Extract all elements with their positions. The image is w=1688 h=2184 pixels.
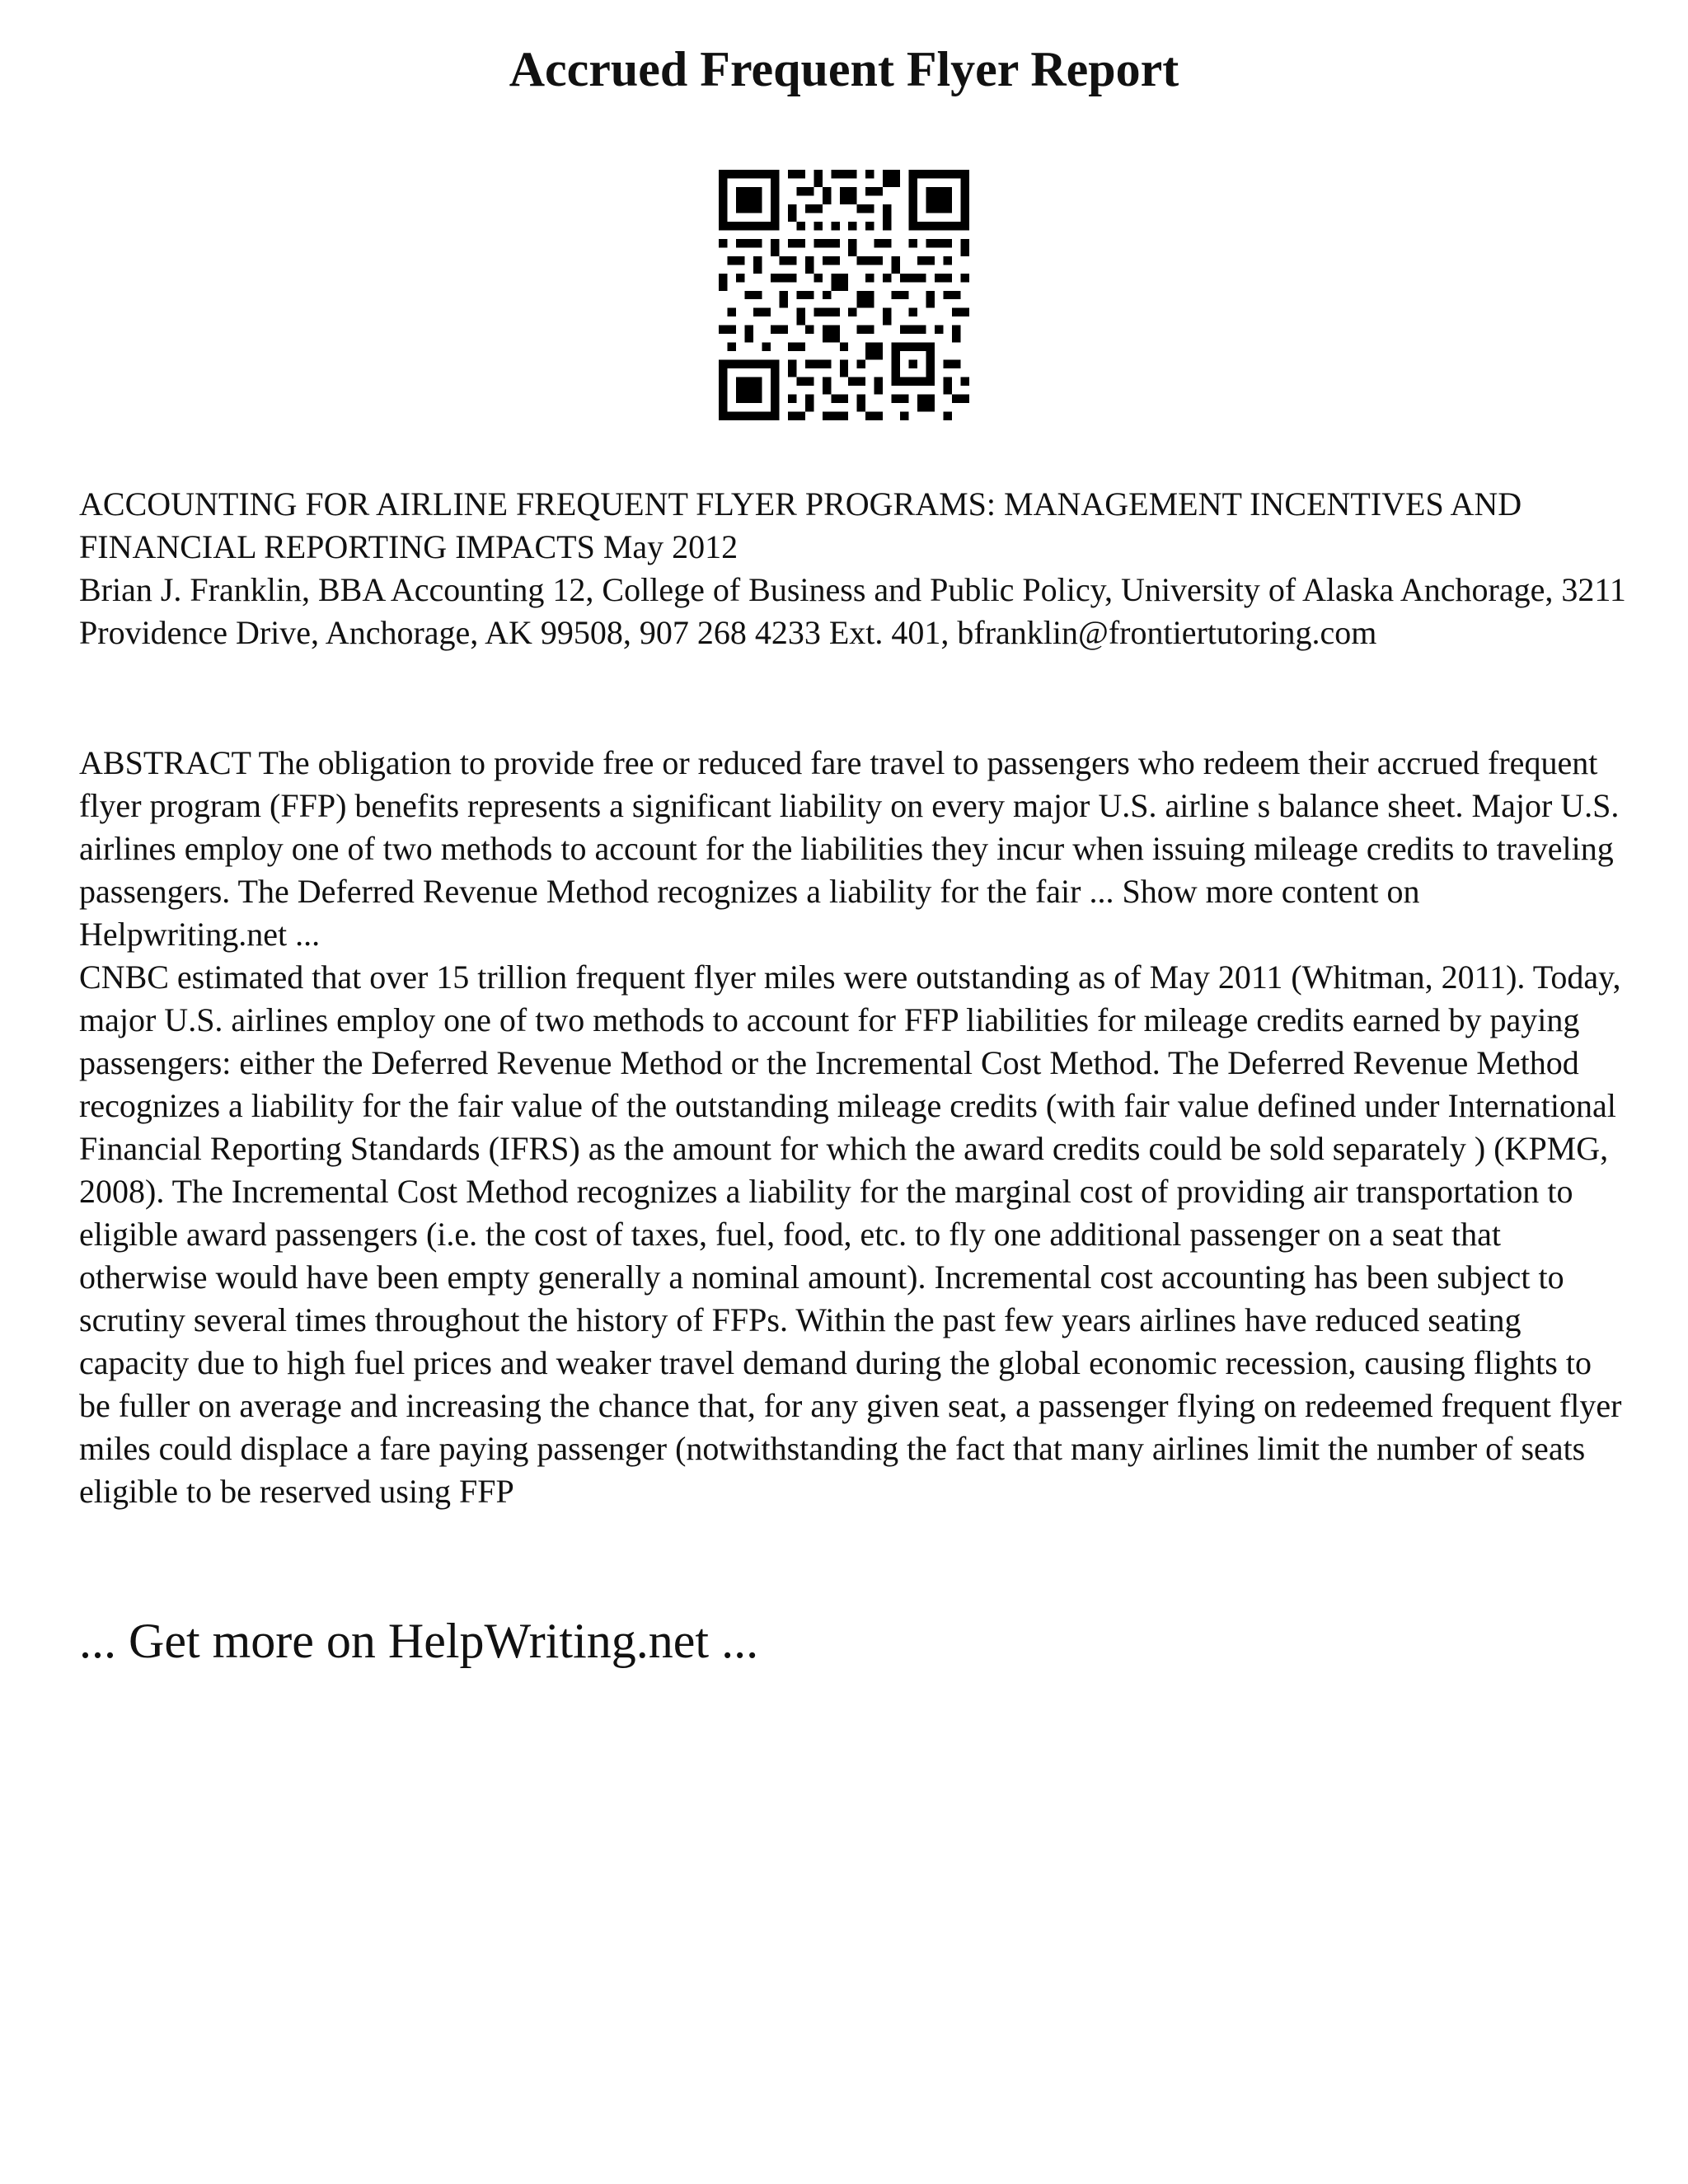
body-text: CNBC estimated that over 15 trillion frequent flyer miles were outstanding as of May 2011 (Whitman, 2011). Today, major U.S. airlines employ one of two methods to account for FFP liabilities for mileage credits earned by paying passengers: either the Deferred Revenue Method or the Incremental Cost Method. The Deferred Revenue Method recognizes a liability for the fair value of the outstanding mileage credits (with fair value defined under International Financial Reporting Standards (IFRS) as the amount for which the award credits could be sold separately ) (KPMG, 2008). The Incremental Cost Method recognizes a liability for the marginal cost of providing air transportation to eligible award passengers (i.e. the cost of taxes, fuel, food, etc. to fly one additional passenger on a seat that otherwise would have been empty generally a nominal amount). Incremental cost accounting has been subject to scrutiny several times throughout the history of FFPs. Within the past few years airlines have reduced seating capacity due to high fuel prices and weaker travel demand during the global economic recession, causing flights to be fuller on average and increasing the chance that, for any given seat, a passenger flying on redeemed frequent flyer miles could displace a fare paying passenger (notwithstanding the fact that many airlines limit the number of seats eligible to be reserved using FFP — [79, 958, 1622, 1510]
paper-title: ACCOUNTING FOR AIRLINE FREQUENT FLYER PROGRAMS: MANAGEMENT INCENTIVES AND FINANCIAL REPORTING IMPACTS May 2012 — [79, 485, 1522, 565]
page-title: Accrued Frequent Flyer Report — [509, 42, 1179, 96]
author-info: Brian J. Franklin, BBA Accounting 12, College of Business and Public Policy, University of Alaska Anchorage, 3211 Providence Drive, Anchorage, AK 99508, 907 268 4233 Ext. 401, bfranklin@frontiertutoring.com — [79, 571, 1626, 651]
paper-header — [79, 483, 1629, 654]
get-more-link[interactable]: ... Get more on HelpWriting.net ... — [79, 1614, 759, 1668]
abstract-section — [79, 742, 1629, 1513]
qr-code-icon[interactable] — [719, 170, 969, 420]
abstract-text: ABSTRACT The obligation to provide free or reduced fare travel to passengers who redeem their accrued frequent flyer program (FFP) benefits represents a significant liability on every major U.S. airline s balance sheet. Major U.S. airlines employ one of two methods to account for the liabilities they incur when issuing mileage credits to traveling passengers. The Deferred Revenue Method recognizes a liability for the fair ... Show more content on Helpwriting.net ... — [79, 744, 1620, 953]
